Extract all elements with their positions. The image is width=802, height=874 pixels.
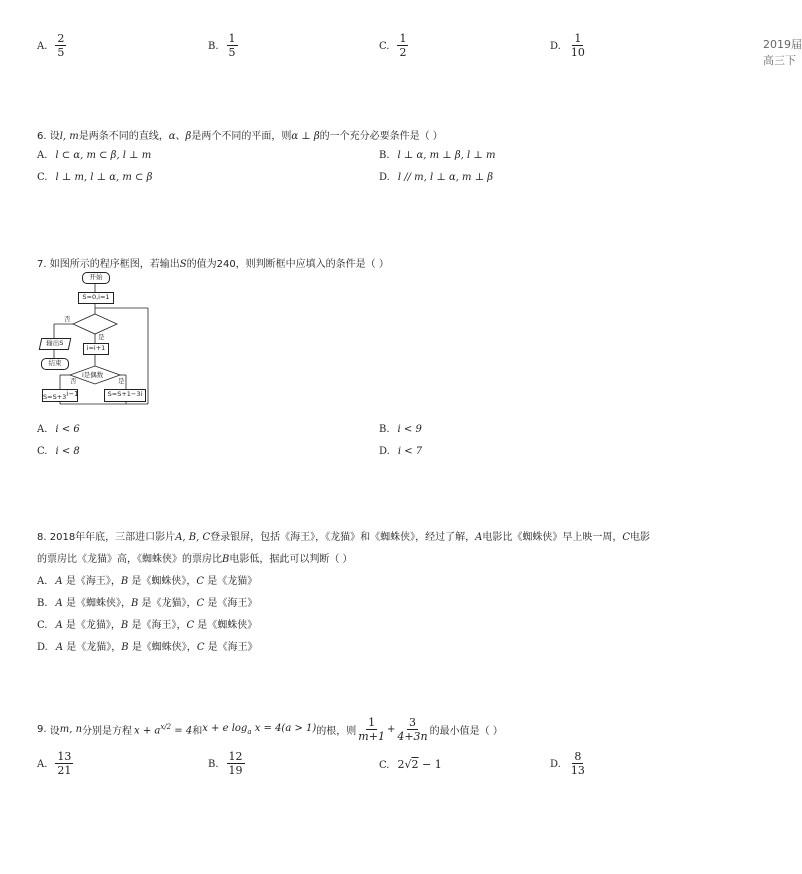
q9-fraction-1: $\frac{1}{m+1}$ — [358, 716, 385, 743]
flow-start: 开始 — [82, 272, 110, 284]
flow-end: 结束 — [41, 358, 69, 370]
q7-option-a: A. i < 6 — [37, 424, 80, 435]
flow-increment: i=i+1 — [83, 343, 109, 355]
q7-stem: 7. 如图所示的程序框图，若输出S的值为240，则判断框中应填入的条件是（ ） — [37, 259, 389, 270]
q6-option-d: D. l // m, l ⊥ α, m ⊥ β — [379, 172, 494, 183]
q5-option-c: C. $\frac{1}{2}$ — [379, 32, 407, 59]
q8-option-d: D. A 是《龙猫》，B 是《蜘蛛侠》，C 是《海王》 — [37, 642, 258, 653]
q5-option-b: B. $\frac{1}{5}$ — [208, 32, 236, 59]
q9-equation-1: $x + a^{x/2} = 4$ — [134, 722, 193, 737]
flow-init: S=0,i=1 — [78, 292, 114, 304]
flow-right-update: S=S+1−3i — [104, 389, 146, 402]
flow-output: 输出S — [39, 338, 72, 350]
q8-option-c: C. A 是《龙猫》，B 是《海王》，C 是《蜘蛛侠》 — [37, 620, 258, 631]
flow-yes-label: 是 — [98, 333, 105, 341]
q6-option-a: A. l ⊂ α, m ⊂ β, l ⊥ m — [37, 150, 152, 161]
q8-option-a: A. A 是《海王》，B 是《蜘蛛侠》，C 是《龙猫》 — [37, 576, 258, 587]
q8-stem-line1: 8. 2018年年底，三部进口影片A, B, C登录银屏，包括《海王》，《龙猫》和《蜘蛛侠》，经过了解，A电影比《蜘蛛侠》早上映一周，C电影 — [37, 532, 651, 543]
flow-even-check: i是偶数 — [82, 371, 104, 379]
q8-stem-line2: 的票房比《龙猫》高，《蜘蛛侠》的票房比B电影低，据此可以判断（ ） — [37, 554, 353, 565]
q9-equation-2: x + e $\log_a x = 4(a > 1)$ — [202, 723, 317, 736]
q6-stem: 6. 设l, m是两条不同的直线，α、β是两个不同的平面，则α ⊥ β的一个充分必要条件是（ ） — [37, 131, 443, 142]
q9-stem: 9. 设 m, n 分别是方程 $x + a^{x/2} = 4$ 和 x + e $\log_a x = 4(a > 1)$ 的根，则 $\frac{1}{m+1}$ + $\frac{3}{4+3n}$ 的最小值是（ ） — [37, 716, 503, 743]
q6-option-b: B. l ⊥ α, m ⊥ β, l ⊥ m — [379, 150, 496, 161]
q7-option-c: C. i < 8 — [37, 446, 80, 457]
q7-flowchart — [38, 272, 150, 406]
q9-option-c: C. 2√2 − 1 — [379, 758, 442, 771]
q7-option-b: B. i < 9 — [379, 424, 422, 435]
side-note-line1: 2019届 — [763, 38, 802, 51]
q9-option-a: A. $\frac{13}{21}$ — [37, 750, 72, 777]
q6-option-c: C. l ⊥ m, l ⊥ α, m ⊂ β — [37, 172, 153, 183]
q9-option-d: D. $\frac{8}{13}$ — [550, 750, 585, 777]
flow-no-label: 否 — [64, 315, 71, 323]
q9-option-b: B. $\frac{12}{19}$ — [208, 750, 243, 777]
flow-no2-label: 否 — [70, 377, 77, 385]
q5-option-a: A. $\frac{2}{5}$ — [37, 32, 65, 59]
side-note-line2: 高三下 — [763, 54, 796, 67]
flow-yes2-label: 是 — [118, 377, 125, 385]
flow-left-update: $S=S+3^{i-1}$ — [43, 390, 79, 402]
q5-option-d: D. $\frac{1}{10}$ — [550, 32, 585, 59]
q7-option-d: D. i < 7 — [379, 446, 423, 457]
q9-fraction-2: $\frac{3}{4+3n}$ — [397, 716, 428, 743]
q8-option-b: B. A 是《蜘蛛侠》，B 是《龙猫》，C 是《海王》 — [37, 598, 258, 609]
